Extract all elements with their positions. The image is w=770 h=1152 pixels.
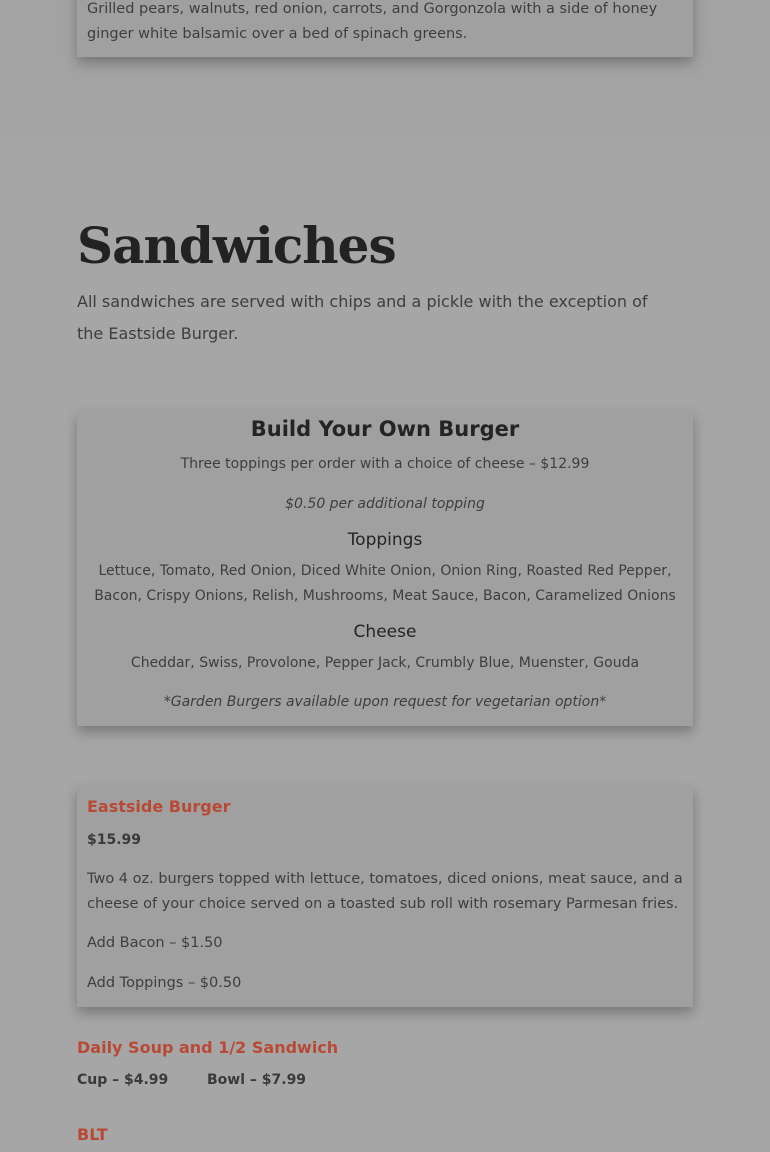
bowl-price: Bowl – $7.99 [207,1072,307,1088]
eastside-burger-price: $15.99 [87,832,142,848]
cheese-list: Cheddar, Swiss, Provolone, Pepper Jack, Crumbly Blue, Muenster, Gouda [130,655,640,671]
toppings-heading: Toppings [347,530,423,550]
build-your-own-price-line: Three toppings per order with a choice of cheese – $12.99 [180,456,590,472]
blt-title: BLT [77,1125,108,1144]
section-intro: All sandwiches are served with chips and a pickle with the exception of the Eastside Burger. [77,292,648,343]
add-toppings-option: Add Toppings – $0.50 [87,975,242,991]
build-your-own-title: Build Your Own Burger [250,417,520,441]
salad-description: Grilled pears, walnuts, red onion, carrots, and Gorgonzola with a side of honey ginger white balsamic over a bed of spinach greens. [87,1,658,42]
add-bacon-option: Add Bacon – $1.50 [87,935,223,951]
section-title: Sandwiches [77,216,396,275]
toppings-list-line-2: Bacon, Crispy Onions, Relish, Mushrooms, Meat Sauce, Bacon, Caramelized Onions [94,588,676,604]
eastside-burger-title: Eastside Burger [87,797,231,816]
cheese-heading: Cheese [353,622,417,642]
vegetarian-note: *Garden Burgers available upon request for vegetarian option* [163,694,607,710]
toppings-list-line-1: Lettuce, Tomato, Red Onion, Diced White Onion, Onion Ring, Roasted Red Pepper, [98,563,672,579]
eastside-burger-description-line-2: cheese of your choice served on a toasted sub roll with rosemary Parmesan fries. [87,896,679,912]
additional-topping-price: $0.50 per additional topping [285,496,485,512]
salad-card [77,0,693,57]
cup-price: Cup – $4.99 [77,1072,169,1088]
soup-sandwich-title: Daily Soup and 1/2 Sandwich [77,1038,339,1057]
eastside-burger-description-line-1: Two 4 oz. burgers topped with lettuce, tomatoes, diced onions, meat sauce, and a [87,871,683,887]
